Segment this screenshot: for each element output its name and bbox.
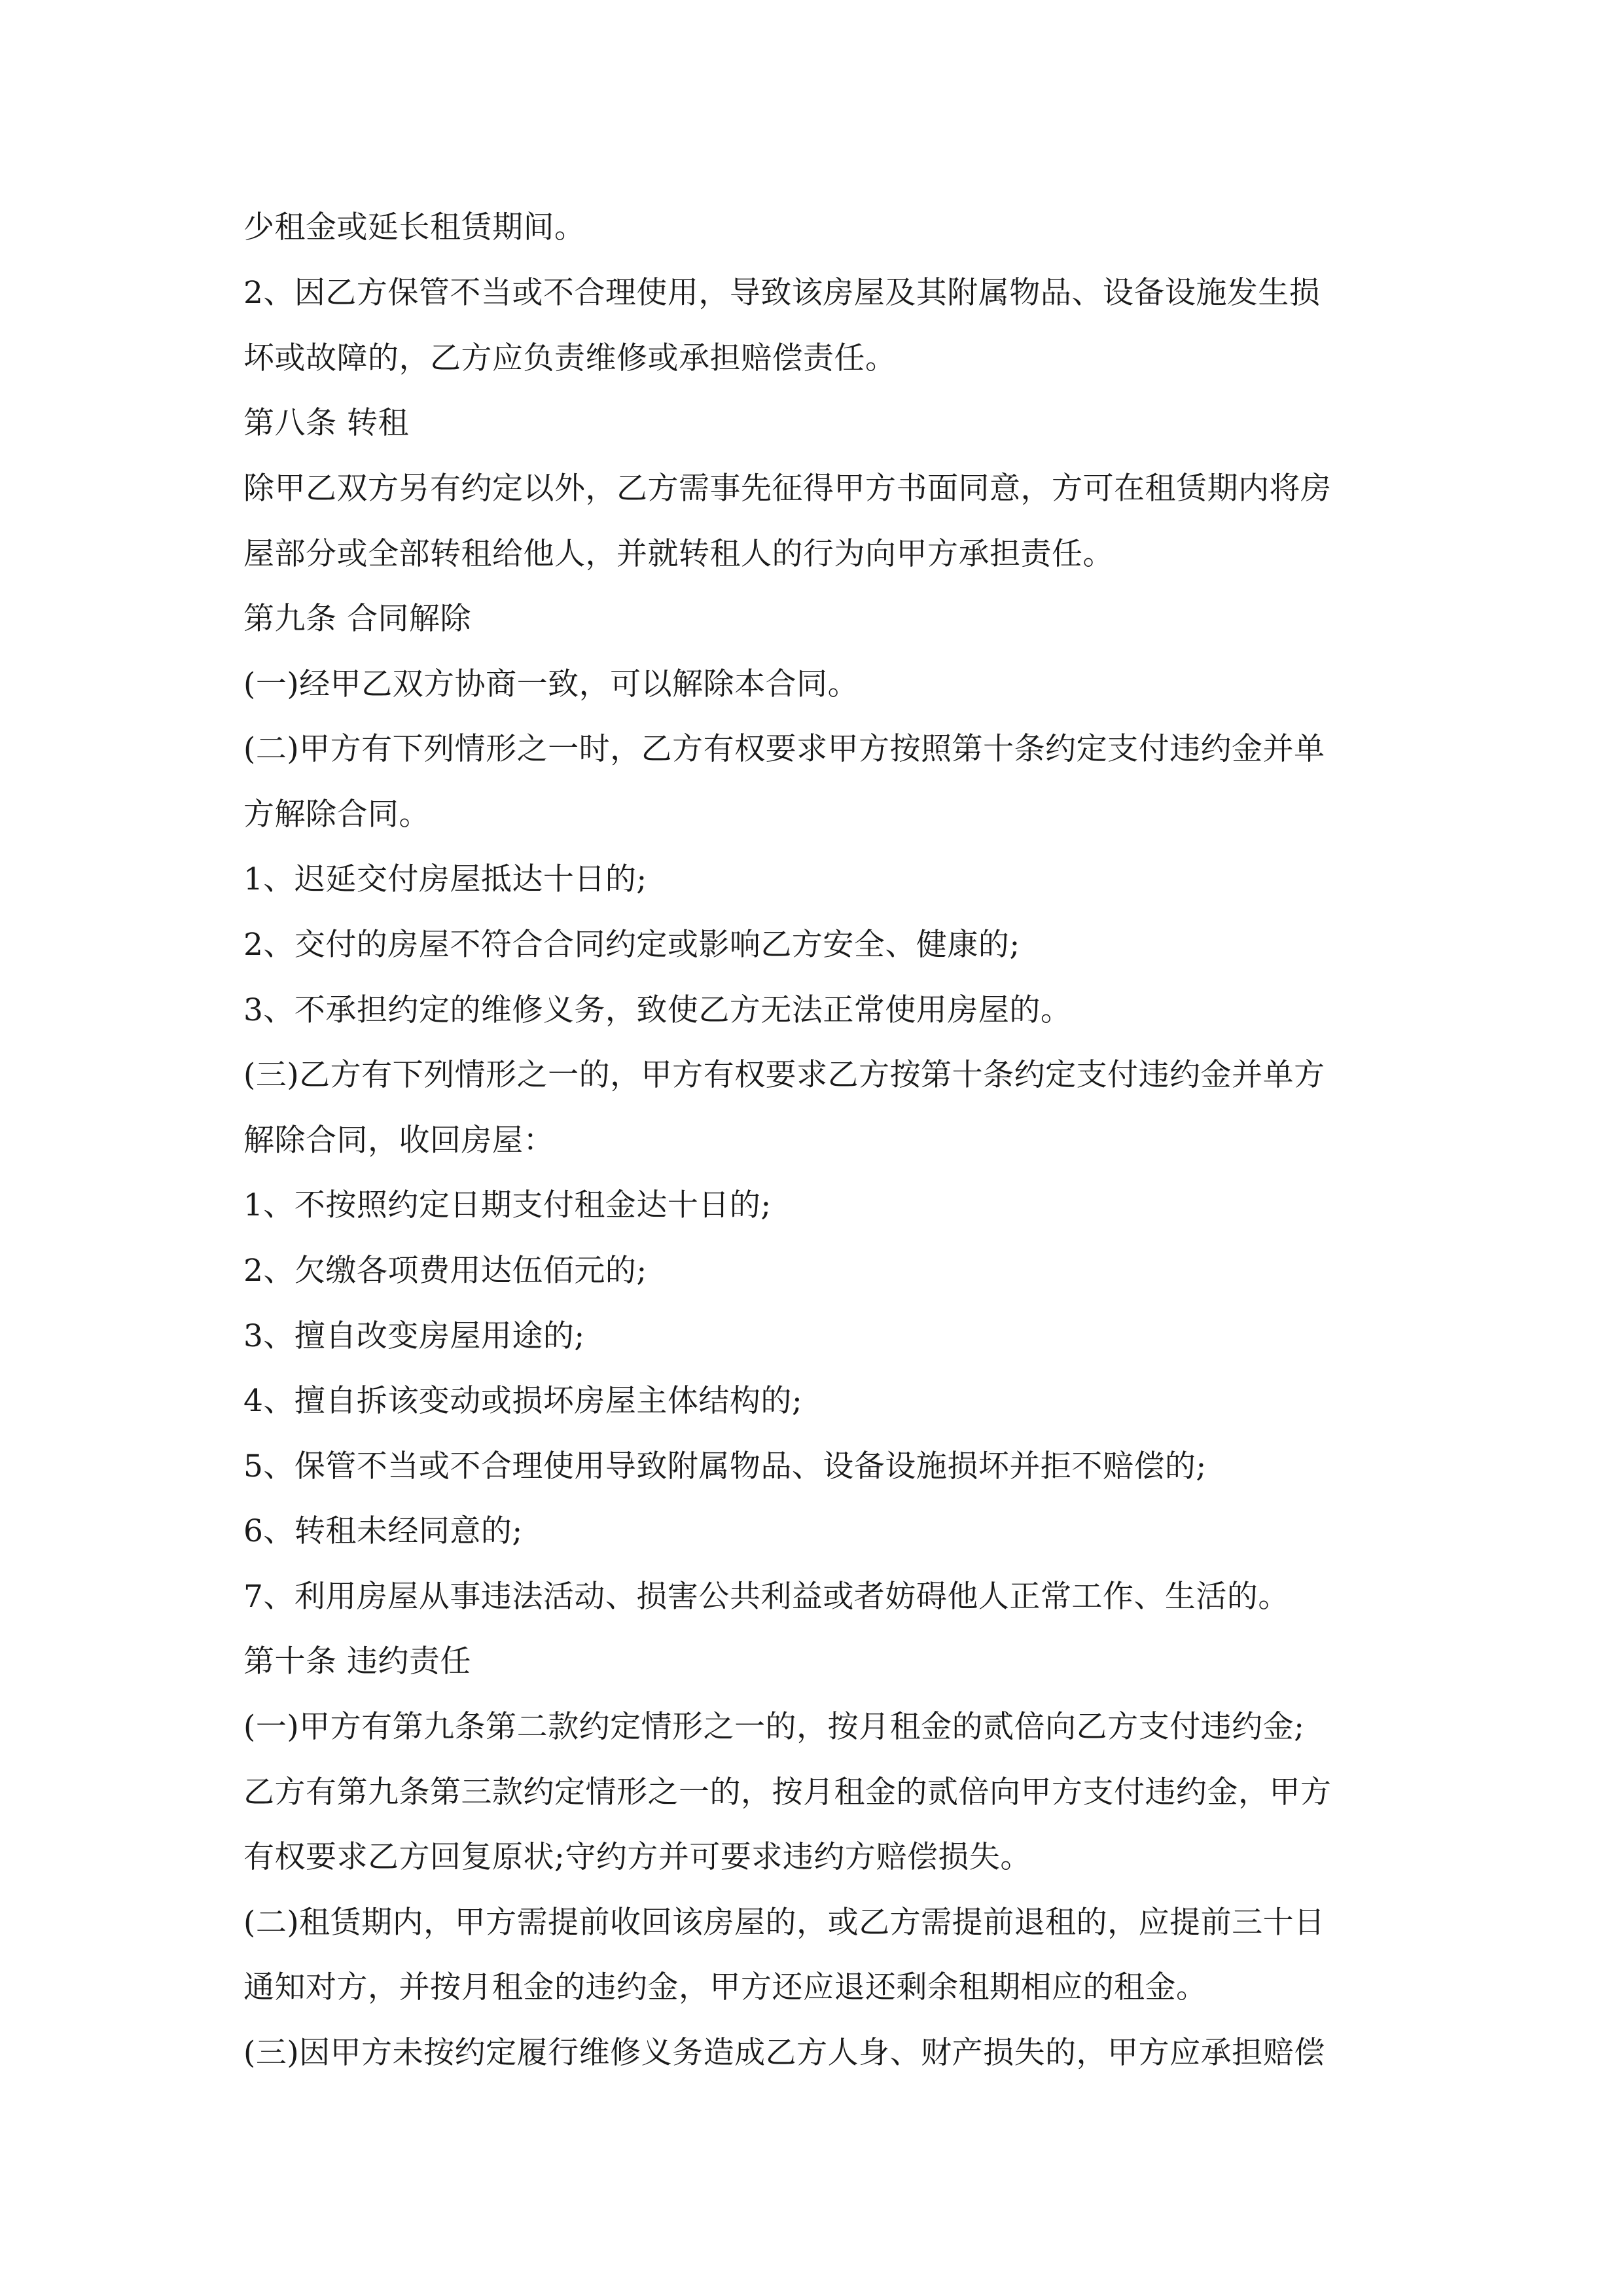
text-line: 屋部分或全部转租给他人，并就转租人的行为向甲方承担责任。 <box>243 536 1114 572</box>
list-item: 1、不按照约定日期支付租金达十日的; <box>243 1187 772 1223</box>
text-line: 坏或故障的，乙方应负责维修或承担赔偿责任。 <box>243 340 897 376</box>
list-item: 6、转租未经同意的; <box>243 1513 523 1549</box>
text-line: (二)甲方有下列情形之一时，乙方有权要求甲方按照第十条约定支付违约金并单 <box>243 731 1325 767</box>
section-heading: 第九条 合同解除 <box>243 601 471 637</box>
text-line: (一)甲方有第九条第二款约定情形之一的，按月租金的贰倍向乙方支付违约金; <box>243 1709 1305 1745</box>
list-item: 4、擅自拆该变动或损坏房屋主体结构的; <box>243 1383 803 1419</box>
text-line: 方解除合同。 <box>243 797 430 833</box>
text-line: 除甲乙双方另有约定以外，乙方需事先征得甲方书面同意，方可在租赁期内将房 <box>243 471 1332 507</box>
list-item: 3、不承担约定的维修义务，致使乙方无法正常使用房屋的。 <box>243 992 1072 1028</box>
text-line: (三)因甲方未按约定履行维修义务造成乙方人身、财产损失的，甲方应承担赔偿 <box>243 2035 1325 2071</box>
list-item: 5、保管不当或不合理使用导致附属物品、设备设施损坏并拒不赔偿的; <box>243 1448 1207 1484</box>
list-item: 1、迟延交付房屋抵达十日的; <box>243 861 647 897</box>
text-line: 2、因乙方保管不当或不合理使用，导致该房屋及其附属物品、设备设施发生损 <box>243 275 1321 311</box>
list-item: 2、交付的房屋不符合合同约定或影响乙方安全、健康的; <box>243 927 1020 963</box>
list-item: 7、利用房屋从事违法活动、损害公共利益或者妨碍他人正常工作、生活的。 <box>243 1579 1289 1615</box>
list-item: 2、欠缴各项费用达伍佰元的; <box>243 1253 647 1289</box>
text-line: (三)乙方有下列情形之一的，甲方有权要求乙方按第十条约定支付违约金并单方 <box>243 1057 1325 1093</box>
list-item: 3、擅自改变房屋用途的; <box>243 1318 585 1354</box>
text-line: (二)租赁期内，甲方需提前收回该房屋的，或乙方需提前退租的，应提前三十日 <box>243 1905 1325 1941</box>
text-line: 通知对方，并按月租金的违约金，甲方还应退还剩余租期相应的租金。 <box>243 1969 1207 2005</box>
text-line: 乙方有第九条第三款约定情形之一的，按月租金的贰倍向甲方支付违约金，甲方 <box>243 1774 1332 1810</box>
section-heading: 第十条 违约责任 <box>243 1643 471 1679</box>
text-line: 有权要求乙方回复原状;守约方并可要求违约方赔偿损失。 <box>243 1839 1031 1875</box>
section-heading: 第八条 转租 <box>243 405 409 441</box>
text-line: 解除合同，收回房屋： <box>243 1122 554 1158</box>
text-line: 少租金或延长租赁期间。 <box>243 209 586 245</box>
text-line: (一)经甲乙双方协商一致，可以解除本合同。 <box>243 666 859 702</box>
